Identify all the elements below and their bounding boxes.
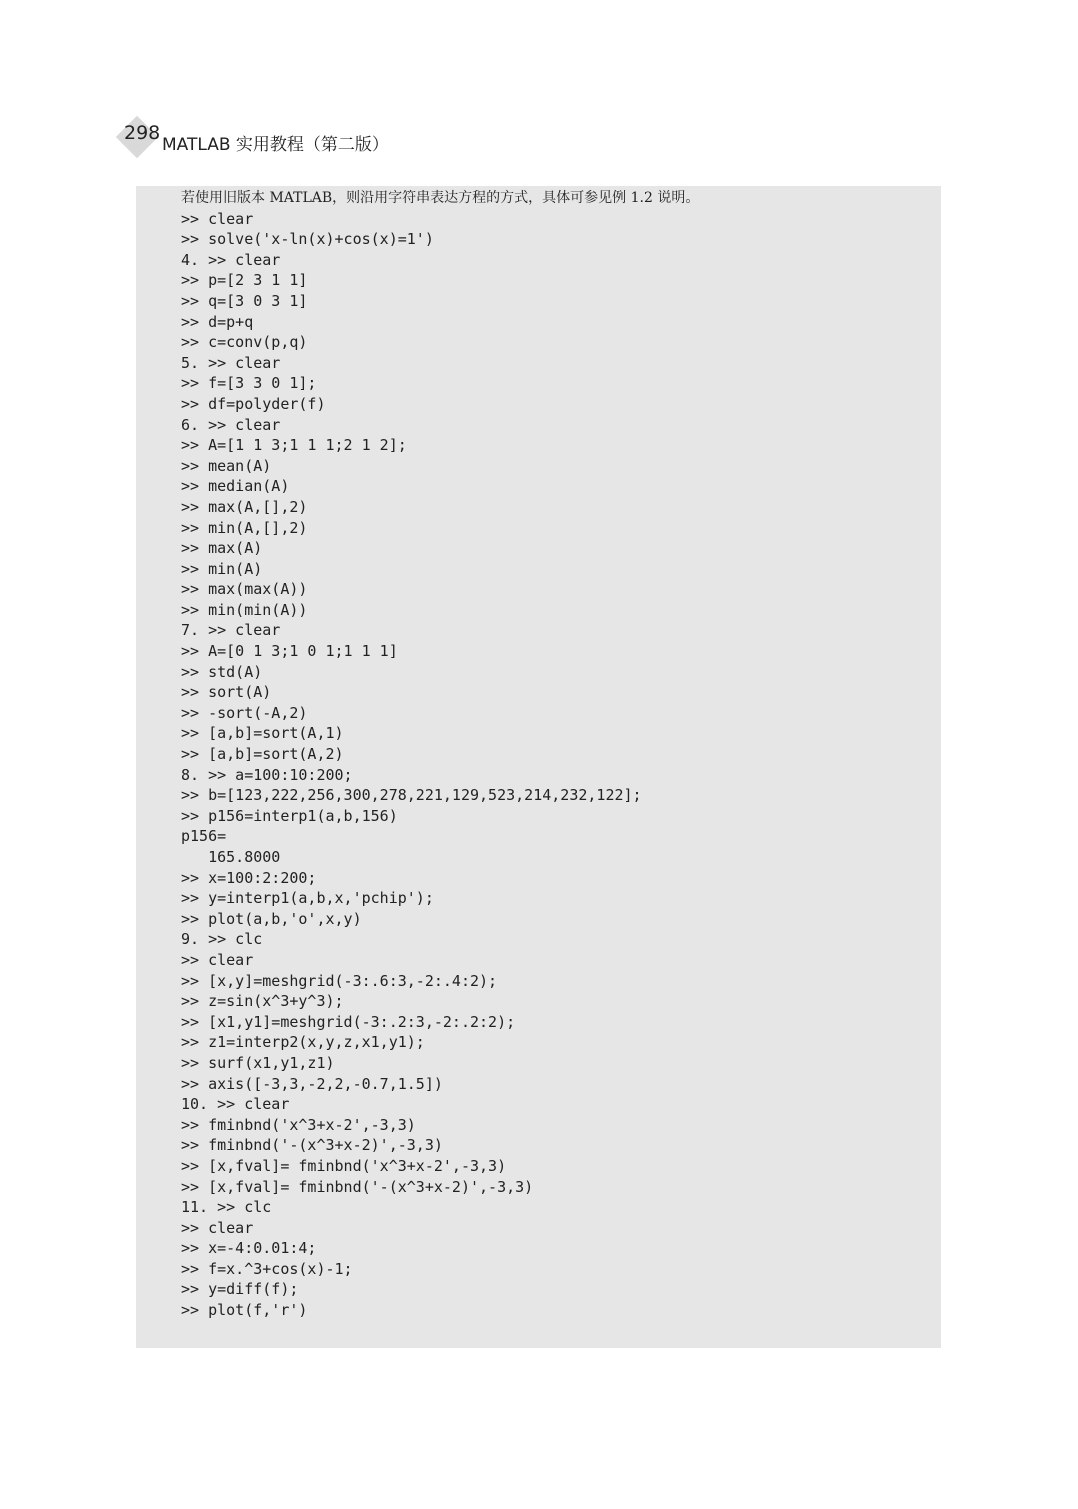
code-line: >> f=[3 3 0 1]; — [181, 374, 317, 393]
code-line: >> q=[3 0 3 1] — [181, 291, 308, 310]
code-line: >> surf(x1,y1,z1) — [181, 1053, 335, 1072]
code-line: >> A=[0 1 3;1 0 1;1 1 1] — [181, 642, 398, 661]
code-line: >> y=diff(f); — [181, 1280, 299, 1299]
code-line: >> min(min(A)) — [181, 600, 308, 619]
code-line: >> d=p+q — [181, 312, 254, 331]
code-line: >> c=conv(p,q) — [181, 333, 308, 352]
code-line: >> [x,fval]= fminbnd('-(x^3+x-2)',-3,3) — [181, 1177, 534, 1196]
code-line: >> [a,b]=sort(A,2) — [181, 745, 344, 764]
code-line: >> plot(a,b,'o',x,y) — [181, 909, 362, 928]
code-lines — [181, 188, 699, 1321]
code-line: >> df=polyder(f) — [181, 394, 326, 413]
code-line: >> median(A) — [181, 477, 290, 496]
code-line: >> A=[1 1 3;1 1 1;2 1 2]; — [181, 436, 407, 455]
code-line: >> mean(A) — [181, 456, 272, 475]
code-line: >> y=interp1(a,b,x,'pchip'); — [181, 889, 434, 908]
code-line: >> clear — [181, 950, 254, 969]
code-line: 10. >> clear — [181, 1095, 290, 1114]
code-line: >> std(A) — [181, 662, 263, 681]
code-line: >> [x,y]=meshgrid(-3:.6:3,-2:.4:2); — [181, 971, 498, 990]
code-line: >> z1=interp2(x,y,z,x1,y1); — [181, 1033, 425, 1052]
code-line: >> x=100:2:200; — [181, 868, 317, 887]
page-number: 298 — [124, 122, 161, 144]
code-block — [136, 186, 941, 1348]
code-line: >> -sort(-A,2) — [181, 703, 308, 722]
code-line: >> fminbnd('-(x^3+x-2)',-3,3) — [181, 1136, 443, 1155]
code-line: >> f=x.^3+cos(x)-1; — [181, 1259, 353, 1278]
code-line: >> [a,b]=sort(A,1) — [181, 724, 344, 743]
code-line: >> clear — [181, 209, 254, 228]
code-line: 8. >> a=100:10:200; — [181, 765, 353, 784]
page-header — [118, 118, 718, 160]
code-line: >> [x1,y1]=meshgrid(-3:.2:3,-2:.2:2); — [181, 1012, 516, 1031]
code-line: >> solve('x-ln(x)+cos(x)=1') — [181, 230, 434, 249]
code-line: >> sort(A) — [181, 683, 272, 702]
code-line: 9. >> clc — [181, 930, 263, 949]
code-line: 4. >> clear — [181, 250, 281, 269]
code-line: 6. >> clear — [181, 415, 281, 434]
code-line: >> max(max(A)) — [181, 580, 308, 599]
code-line: 165.8000 — [181, 848, 281, 866]
code-line: >> p=[2 3 1 1] — [181, 271, 308, 290]
code-line: >> clear — [181, 1218, 254, 1237]
code-line: 7. >> clear — [181, 621, 281, 640]
code-line: >> plot(f,'r') — [181, 1301, 308, 1320]
code-line: >> min(A,[],2) — [181, 518, 308, 537]
code-line: 5. >> clear — [181, 353, 281, 372]
code-line: >> min(A) — [181, 559, 263, 578]
code-line: >> z=sin(x^3+y^3); — [181, 992, 344, 1011]
code-line: >> x=-4:0.01:4; — [181, 1239, 317, 1258]
code-line: >> max(A) — [181, 539, 263, 558]
code-line: >> axis([-3,3,-2,2,-0.7,1.5]) — [181, 1074, 443, 1093]
note-line: 若使用旧版本 MATLAB，则沿用字符串表达方程的方式，具体可参见例 1.2 说明。 — [181, 190, 700, 206]
code-line: >> [x,fval]= fminbnd('x^3+x-2',-3,3) — [181, 1156, 507, 1175]
code-line: >> b=[123,222,256,300,278,221,129,523,214,232,122]; — [181, 786, 642, 805]
code-line: >> fminbnd('x^3+x-2',-3,3) — [181, 1115, 416, 1134]
code-line: >> p156=interp1(a,b,156) — [181, 806, 398, 825]
code-line: p156= — [181, 827, 227, 846]
code-line: >> max(A,[],2) — [181, 497, 308, 516]
book-title: MATLAB 实用教程（第二版） — [162, 135, 389, 155]
code-line: 11. >> clc — [181, 1198, 272, 1217]
